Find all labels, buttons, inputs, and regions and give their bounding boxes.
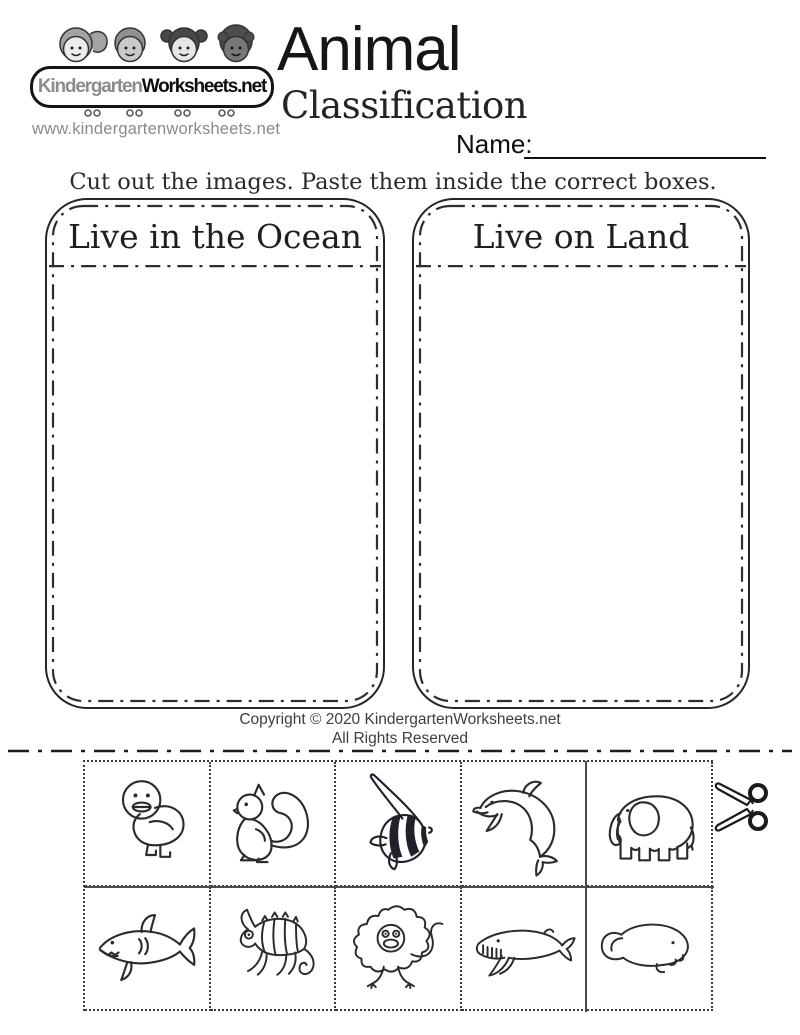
scissors-icon xyxy=(711,779,771,835)
logo-feet-illustration xyxy=(50,106,255,120)
logo-banner xyxy=(30,66,274,108)
cut-card-chameleon xyxy=(211,887,337,1012)
cut-card-duck xyxy=(85,762,211,887)
duck-image xyxy=(89,767,205,879)
elephant-image xyxy=(591,767,707,879)
grid-solid-row-divider xyxy=(84,886,714,888)
instruction-text: Cut out the images. Paste them inside the correct boxes. xyxy=(69,169,717,195)
whale-image xyxy=(466,892,582,1004)
ocean-box-dash-border xyxy=(47,200,383,707)
land-box-label: Live on Land xyxy=(472,217,690,256)
copyright-line: Copyright © 2020 KindergartenWorksheets.net xyxy=(239,711,561,728)
cut-card-tropical-fish xyxy=(336,762,462,887)
rights-line: All Rights Reserved xyxy=(331,730,469,747)
name-label: Name: xyxy=(456,129,533,159)
name-blank-line xyxy=(524,130,766,159)
frilled-lizard-image xyxy=(340,892,456,1004)
page-title-line2: Classification xyxy=(281,84,528,127)
logo-text-worksheets: Worksheets.net xyxy=(141,76,267,97)
sorting-box-ocean xyxy=(45,198,385,709)
cut-grid xyxy=(83,760,713,1011)
cut-card-frilled-lizard xyxy=(336,887,462,1012)
tropical-fish-image xyxy=(340,767,456,879)
ocean-box-label: Live in the Ocean xyxy=(68,217,362,256)
page-title-line1: Animal xyxy=(277,15,461,84)
squirrel-image xyxy=(214,767,330,879)
logo-text-kindergarten: Kindergarten xyxy=(37,76,142,97)
site-logo xyxy=(30,22,282,140)
grid-solid-column-divider xyxy=(585,761,587,1012)
logo-kids-illustration xyxy=(46,24,258,72)
cut-card-squirrel xyxy=(211,762,337,887)
cut-card-whale xyxy=(462,887,588,1012)
cut-card-elephant xyxy=(587,762,713,887)
cut-card-shark xyxy=(85,887,211,1012)
land-box-dash-border xyxy=(414,200,748,707)
logo-website-url: www.kindergartenworksheets.net xyxy=(32,120,281,138)
shark-image xyxy=(89,892,205,1004)
sorting-box-land xyxy=(412,198,750,709)
manatee-image xyxy=(591,892,707,1004)
dolphin-image xyxy=(466,767,582,879)
chameleon-image xyxy=(214,892,330,1004)
cut-here-dash-line xyxy=(0,747,800,755)
cut-card-manatee xyxy=(587,887,713,1012)
cut-card-dolphin xyxy=(462,762,588,887)
